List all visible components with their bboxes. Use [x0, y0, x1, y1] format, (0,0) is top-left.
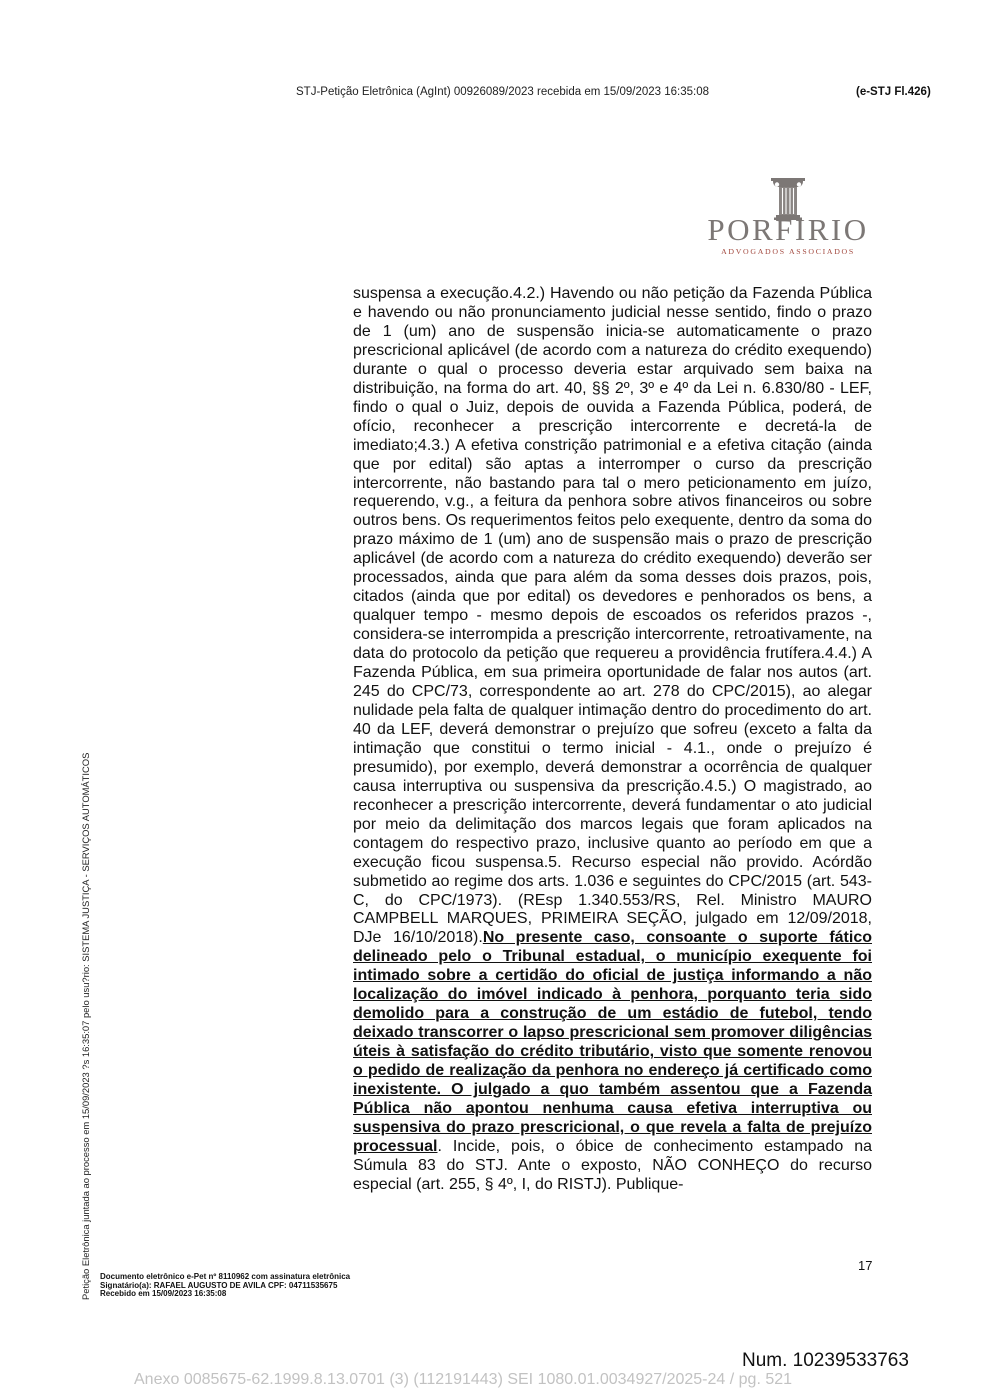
paragraph-plain: suspensa a execução.4.2.) Havendo ou não petição da Fazenda Pública e havendo ou não pronunciamento judicial nesse sentido, findo o prazo de 1 (um) ano de suspensão inicia-se automaticamente o prazo prescricional aplicável (de acordo com a natureza do crédito exequendo) durante o qual o processo deveria estar arquivado sem baixa na distribuição, na forma do art. 40, §§ 2º, 3º e 4º da Lei n. 6.830/80 - LEF, findo o qual o Juiz, depois de ouvida a Fazenda Pública, poderá, de ofício, reconhecer a prescrição intercorrente e decretá-la de imediato;4.3.) A efetiva constrição patrimonial e a efetiva citação (ainda que por edital) são aptas a interromper o curso da prescrição intercorrente, não bastando para tal o mero peticionamento em juízo, requerendo, v.g., a feitura da penhora sobre ativos financeiros ou sobre outros bens. Os requerimentos feitos pelo exequente, dentro da soma do prazo máximo de 1 (um) ano de suspensão mais o prazo de prescrição aplicável (de acordo com a natureza do crédito exequendo) deverão ser processados, ainda que para além da soma desses dois prazos, pois, citados (ainda que por edital) os devedores e penhorados os bens, a qualquer tempo - mesmo depois de escoados os referidos prazos -, considera-se interrompida a prescrição intercorrente, retroativamente, na data do protocolo da petição que requereu a providência frutífera.4.4.) A Fazenda Pública, em sua primeira oportunidade de falar nos autos (art. 245 do CPC/73, correspondente ao art. 278 do CPC/2015), ao alegar nulidade pela falta de qualquer intimação dentro do procedimento do art. 40 da LEF, deverá demonstrar o prejuízo que sofreu (exceto a falta da intimação que constitui o termo inicial - 4.1., onde o prejuízo é presumido), por exemplo, deverá demonstrar a ocorrência de qualquer causa interruptiva ou suspensiva da prescrição.4.5.) O magistrado, ao reconhecer a prescrição intercorrente, deverá fundamentar o ato judicial por meio da delimitação dos marcos legais que foram aplicados na contagem do respectivo prazo, inclusive quanto ao período em que a execução ficou suspensa.5. Recurso especial não provido. Acórdão submetido ao regime dos arts. 1.036 e seguintes do CPC/2015 (art. 543-C, do CPC/1973). (REsp 1.340.553/RS, Rel. Ministro MAURO CAMPBELL MARQUES, PRIMEIRA SEÇÃO, julgado em 12/09/2018, DJe 16/10/2018).: [353, 285, 872, 947]
side-stamp: Petição Eletrônica juntada ao processo em 15/09/2023 ?s 16:35:07 pelo usu?rio: SISTEMA JUSTIÇA - SERVIÇOS AUTOMÁTICOS: [80, 752, 91, 1300]
signature-block: [100, 1273, 350, 1299]
firm-logo: [702, 178, 874, 260]
signature-line-2: Signatário(a): RAFAEL AUGUSTO DE AVILA CPF: 04711535675: [100, 1280, 338, 1290]
annex-watermark: Anexo 0085675-62.1999.8.13.0701 (3) (112191443) SEI 1080.01.0034927/2025-24 / pg. 521: [134, 1371, 793, 1388]
page-number: 17: [858, 1258, 873, 1273]
decision-text: [353, 285, 872, 1195]
paragraph-emphasis: No presente caso, consoante o suporte fático delineado pelo o Tribunal estadual, o município exequente foi intimado sobre a certidão do oficial de justiça informando a não localização do imóvel indicado à penhora, porquanto teria sido demolido para a construção de um estádio de futebol, tendo deixado transcorrer o lapso prescricional sem promover diligências úteis à satisfação do crédito tributário, visto que somente renovou o pedido de realização da penhora no endereço já certificado como inexistente. O julgado a quo também assentou que a Fazenda Pública não apontou nenhuma causa efetiva interruptiva ou suspensiva do prazo prescricional, o que revela a falta de prejuízo processual: [353, 929, 872, 1155]
firm-name: PORFIRIO: [707, 212, 869, 247]
document-number: Num. 10239533763: [742, 1350, 909, 1371]
signature-line-3: Recebido em 15/09/2023 16:35:08: [100, 1289, 227, 1299]
petition-header: STJ-Petição Eletrônica (AgInt) 00926089/2023 recebida em 15/09/2023 16:35:08: [296, 86, 710, 98]
paragraph-tail: . Incide, pois, o óbice de conhecimento estampado na Súmula 83 do STJ. Ante o exposto, NÃO CONHEÇO do recurso especial (art. 255, § 4º, I, do RISTJ). Publique-: [353, 1137, 872, 1193]
firm-subtitle: ADVOGADOS ASSOCIADOS: [721, 247, 855, 256]
signature-line-1: Documento eletrônico e-Pet nº 8110962 com assinatura eletrônica: [100, 1272, 351, 1281]
page-reference: (e-STJ Fl.426): [856, 86, 931, 98]
